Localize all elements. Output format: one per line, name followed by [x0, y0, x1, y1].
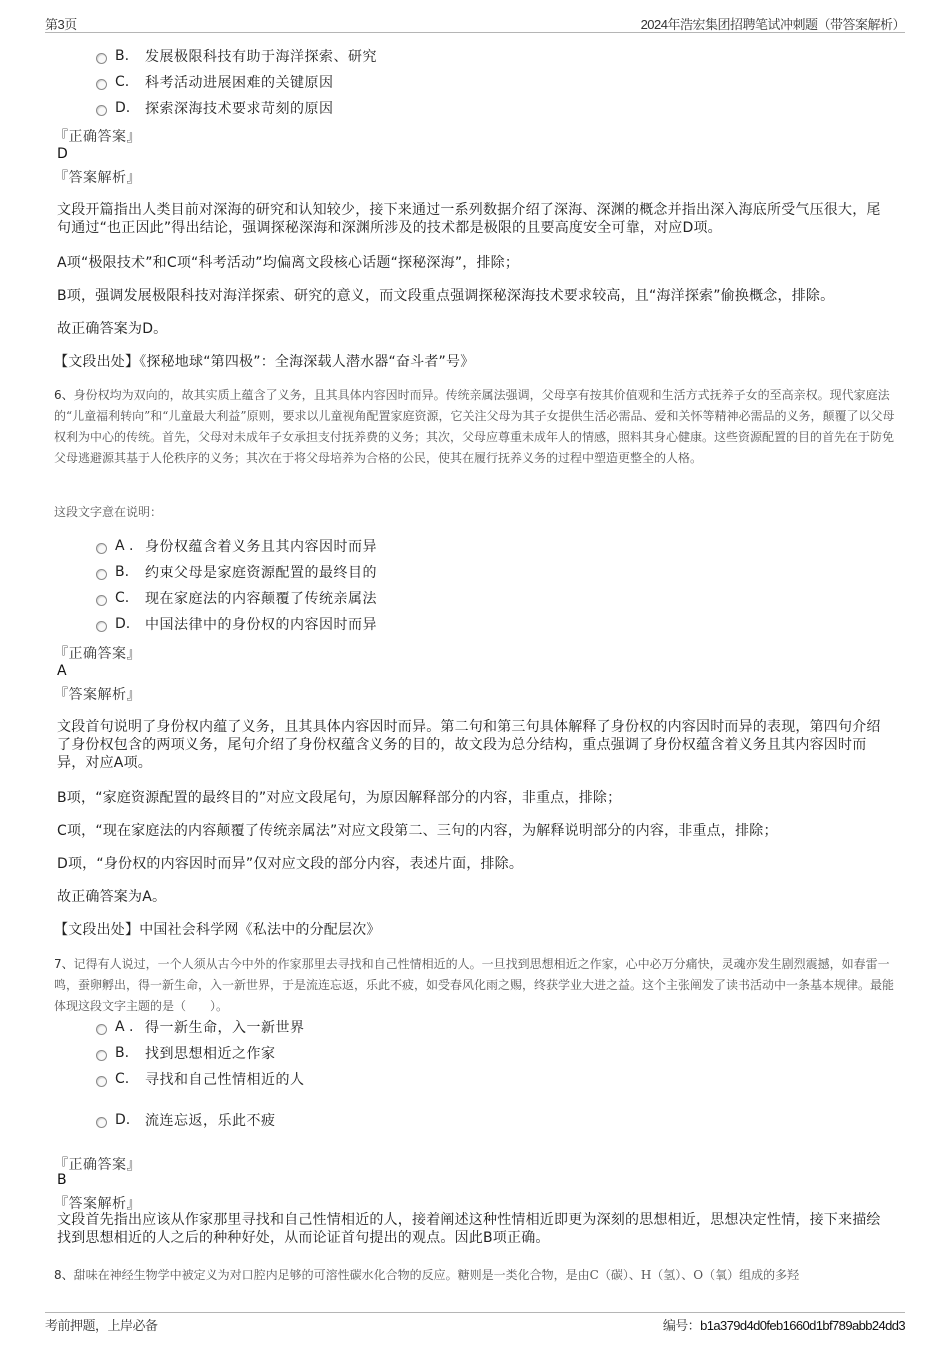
document-title: 2024年浩宏集团招聘笔试冲刺题（带答案解析） — [640, 17, 905, 32]
q7-stem: 7、记得有人说过，一个人须从古今中外的作家那里去寻找和自己性情相近的人。一旦找到思想相近之作家，心中必万分痛快，灵魂亦发生剧烈震撼，如春雷一鸣，蚕卵孵出，得一新生命，入一新世界，于是流连忘返，乐此不疲，如受春风化雨之赐，终获学业大进之益。这个主张阐发了读书活动中一条基本规律。最能体现这段文字主题的是（ ）。 — [54, 957, 895, 1013]
q6-stem: 6、身份权均为双向的，故其实质上蕴含了义务，且其具体内容因时而异。传统亲属法强调，父母享有按其价值观和生活方式抚养子女的至高亲权。现代家庭法的“儿童福利转向”和“儿童最大利益”原则，要求以儿童视角配置家庭资源，它关注父母为其子女提供生活必需品、爱和关怀等精神必需品的义务，颠覆了以父母权利为中心的传统。首先，父母对未成年子女承担支付抚养费的义务；其次，父母应尊重未成年人的情感，照料其身心健康。这些资源配置的目的首先在于防免父母逃避源其基于人伦秩序的义务；其次在于将父母培养为合格的公民，使其在履行抚养义务的过程中塑造更整全的人格。 — [54, 388, 895, 465]
radio-icon[interactable] — [96, 569, 107, 580]
page-number: 第3页 — [45, 17, 77, 32]
q6-analysis-label: 『答案解析』 — [54, 687, 141, 703]
q5-analysis-paragraph: B项，强调发展极限科技对海洋探索、研究的意义，而文段重点强调探秘深海技术要求较高，且“海洋探索”偷换概念，排除。 — [57, 288, 835, 304]
q7-correct-answer-label: 『正确答案』 — [54, 1157, 141, 1173]
footer-slogan: 考前押题，上岸必备 — [45, 1318, 158, 1333]
radio-icon[interactable] — [96, 79, 107, 90]
radio-icon[interactable] — [96, 621, 107, 632]
q5-analysis-paragraph: 文段开篇指出人类目前对深海的研究和认知较少，接下来通过一系列数据介绍了深海、深渊的概念并指出深入海底所受气压很大，尾句通过“也正因此”得出结论，强调探秘深海和深渊所涉及的技术都是极限的且要高度安全可靠，对应D项。 — [57, 202, 881, 236]
q5-analysis-paragraph: 故正确答案为D。 — [57, 321, 168, 337]
q6-analysis-paragraph: C项，“现在家庭法的内容颠覆了传统亲属法”对应文段第二、三句的内容，为解释说明部分的内容，非重点，排除； — [57, 823, 778, 839]
q8-number: 8、 — [54, 1268, 74, 1282]
q7-correct-answer: B — [57, 1172, 67, 1188]
radio-icon[interactable] — [96, 1076, 107, 1087]
radio-icon[interactable] — [96, 105, 107, 116]
radio-icon[interactable] — [96, 595, 107, 606]
q5-analysis-paragraph: A项“极限技术”和C项“科考活动”均偏离文段核心话题“探秘深海”，排除； — [57, 255, 520, 271]
q6-prompt: 这段文字意在说明： — [54, 505, 163, 519]
q7-option-a[interactable]: A . 得一新生命，入一新世界 — [96, 1017, 305, 1037]
q6-analysis-paragraph: 文段首句说明了身份权内蕴了义务，且其具体内容因时而异。第二句和第三句具体解释了身份权的内容因时而异的表现，第四句介绍了身份权包含的两项义务，尾句介绍了身份权蕴含义务的目的，故文段为总分结构，重点强调了身份权蕴含着义务且其内容因时而异，对应A项。 — [57, 719, 881, 771]
q6-option-c[interactable]: C. 现在家庭法的内容颠覆了传统亲属法 — [96, 588, 377, 608]
radio-icon[interactable] — [96, 1117, 107, 1128]
q6-analysis-paragraph: 故正确答案为A。 — [57, 889, 167, 905]
page-header — [45, 14, 905, 33]
q6-correct-answer: A — [57, 663, 67, 679]
q5-option-b[interactable]: B. 发展极限科技有助于海洋探索、研究 — [96, 46, 377, 66]
q6-option-b[interactable]: B. 约束父母是家庭资源配置的最终目的 — [96, 562, 377, 582]
q6-correct-answer-label: 『正确答案』 — [54, 646, 141, 662]
q6-number: 6、 — [54, 388, 74, 402]
q5-correct-answer: D — [57, 146, 68, 162]
q6-analysis-paragraph: B项，“家庭资源配置的最终目的”对应文段尾句，为原因解释部分的内容，非重点，排除； — [57, 790, 622, 806]
q7-option-b[interactable]: B. 找到思想相近之作家 — [96, 1043, 276, 1063]
q5-option-d[interactable]: D. 探索深海技术要求苛刻的原因 — [96, 98, 334, 118]
radio-icon[interactable] — [96, 543, 107, 554]
q6-option-d[interactable]: D. 中国法律中的身份权的内容因时而异 — [96, 614, 377, 634]
q5-option-c[interactable]: C. 科考活动进展困难的关键原因 — [96, 72, 334, 92]
page-footer — [45, 1312, 905, 1333]
q6-option-a[interactable]: A . 身份权蕴含着义务且其内容因时而异 — [96, 536, 377, 556]
q7-option-d[interactable]: D. 流连忘返，乐此不疲 — [96, 1110, 276, 1130]
q7-number: 7、 — [54, 957, 74, 971]
radio-icon[interactable] — [96, 1024, 107, 1035]
q5-correct-answer-label: 『正确答案』 — [54, 129, 141, 145]
q6-analysis-paragraph: D项，“身份权的内容因时而异”仅对应文段的部分内容，表述片面，排除。 — [57, 856, 524, 872]
q6-source: 【文段出处】中国社会科学网《私法中的分配层次》 — [54, 922, 381, 938]
q5-source: 【文段出处】《探秘地球“第四极”：全海深载人潜水器“奋斗者”号》 — [54, 354, 475, 370]
q7-analysis-label: 『答案解析』 — [54, 1196, 141, 1212]
q5-analysis-label: 『答案解析』 — [54, 170, 141, 186]
radio-icon[interactable] — [96, 1050, 107, 1061]
q8-stem: 8、甜味在神经生物学中被定义为对口腔内足够的可溶性碳水化合物的反应。糖则是一类化合物，是由C（碳）、H（氢）、O（氧）组成的多羟 — [54, 1268, 800, 1282]
radio-icon[interactable] — [96, 53, 107, 64]
q7-analysis-paragraph: 文段首先指出应该从作家那里寻找和自己性情相近的人，接着阐述这种性情相近即更为深刻的思想相近，思想决定性情，接下来描绘找到思想相近的人之后的种种好处，从而论证首句提出的观点。因此B项正确。 — [57, 1212, 881, 1246]
document-code: 编号：b1a379d4d0feb1660d1bf789abb24dd3 — [662, 1318, 905, 1333]
q7-option-c[interactable]: C. 寻找和自己性情相近的人 — [96, 1069, 305, 1089]
